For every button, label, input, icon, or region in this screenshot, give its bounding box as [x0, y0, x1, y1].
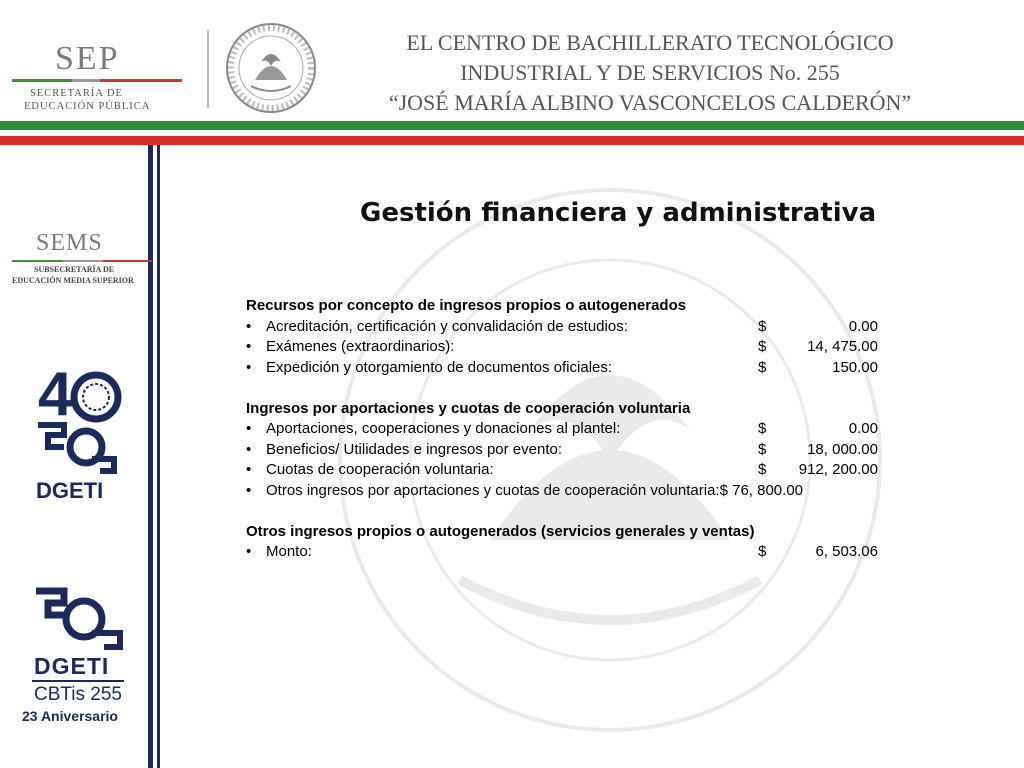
mexican-seal-icon [225, 22, 317, 114]
cbtis-label: CBTis 255 [34, 684, 122, 705]
item-label: Acreditación, certificación y convalidación de estudios: [266, 317, 628, 335]
item-label: Cuotas de cooperación voluntaria: [266, 461, 494, 478]
sep-divider-green [12, 79, 72, 82]
sep-logo: SEP [55, 40, 120, 77]
item-currency: $ [758, 461, 767, 478]
item-label: Beneficios/ Utilidades e ingresos por evento: [266, 440, 563, 458]
institution-line-1: EL CENTRO DE BACHILLERATO TECNOLÓGICO [406, 30, 894, 55]
financial-content [246, 296, 946, 563]
item-amount: 912, 200.00 [798, 461, 878, 478]
header-divider [207, 30, 209, 108]
dgeti-cbtis-label: DGETI [34, 653, 110, 679]
item-currency: $ [758, 358, 767, 376]
spacer [246, 501, 946, 522]
sep-subtitle-1: SECRETARÍA DE [30, 88, 123, 99]
item-amount: 18, 000.00 [807, 440, 878, 458]
section-title: Ingresos por aportaciones y cuotas de cooperación voluntaria [246, 399, 691, 417]
bullet: • [246, 543, 252, 560]
bullet: • [246, 317, 252, 335]
list-item [246, 337, 946, 358]
item-amount: 14, 475.00 [807, 338, 878, 355]
sidebar-bar-1 [148, 145, 153, 768]
item-label: Expedición y otorgamiento de documentos oficiales: [266, 358, 613, 376]
item-label: Monto: [266, 543, 312, 560]
institution-line-3: “JOSÉ MARÍA ALBINO VASCONCELOS CALDERÓN” [388, 90, 912, 115]
bullet: • [246, 358, 252, 376]
dgeti-label: DGETI [36, 478, 104, 503]
svg-text:4: 4 [38, 360, 73, 429]
aniversario-label: 23 Aniversario [22, 708, 118, 724]
item-currency: $ [758, 338, 767, 355]
list-item [246, 358, 946, 379]
bullet: • [246, 420, 252, 437]
sems-divider-green [12, 260, 62, 262]
dgeti-underline [32, 680, 124, 682]
header [0, 0, 1024, 120]
header-stripe-red [0, 136, 1024, 145]
list-item [246, 419, 946, 440]
bullet: • [246, 481, 252, 499]
sidebar-bar-2 [157, 145, 160, 768]
sep-subtitle-2: EDUCACIÓN PÚBLICA [24, 101, 151, 112]
bullet: • [246, 440, 252, 458]
item-amount: 0.00 [848, 317, 878, 335]
list-item [246, 542, 946, 563]
item-amount: 6, 503.06 [815, 543, 878, 560]
section-title: Otros ingresos propios o autogenerados (servicios generales y ventas) [246, 522, 755, 540]
list-item [246, 440, 946, 461]
sems-divider-red [103, 260, 152, 262]
institution-line-2: INDUSTRIAL Y DE SERVICIOS No. 255 [460, 60, 840, 85]
item-amount: 150.00 [832, 358, 878, 376]
item-label: Otros ingresos por aportaciones y cuotas de cooperación voluntaria:$ 76, 800.00 [266, 481, 803, 499]
item-currency: $ [758, 420, 767, 437]
list-item [246, 481, 946, 502]
sems-title: SEMS [36, 230, 103, 256]
header-stripe-green [0, 121, 1024, 130]
sems-subtitle-2: EDUCACIÓN MEDIA SUPERIOR [12, 276, 134, 285]
spacer [246, 378, 946, 399]
section-title: Recursos por concepto de ingresos propios o autogenerados [246, 297, 687, 314]
item-currency: $ [758, 543, 767, 560]
list-item [246, 317, 946, 338]
bullet: • [246, 338, 252, 355]
institution-title [330, 28, 970, 118]
page-title: Gestión financiera y administrativa [360, 198, 877, 228]
item-amount: 0.00 [848, 420, 878, 437]
item-currency: $ [758, 440, 767, 458]
sep-divider-red [100, 79, 182, 82]
bullet: • [246, 461, 252, 478]
item-currency: $ [758, 317, 767, 335]
list-item [246, 460, 946, 481]
item-label: Exámenes (extraordinarios): [266, 338, 455, 355]
sems-subtitle-1: SUBSECRETARÍA DE [34, 265, 115, 274]
item-label: Aportaciones, cooperaciones y donaciones al plantel: [266, 420, 621, 437]
